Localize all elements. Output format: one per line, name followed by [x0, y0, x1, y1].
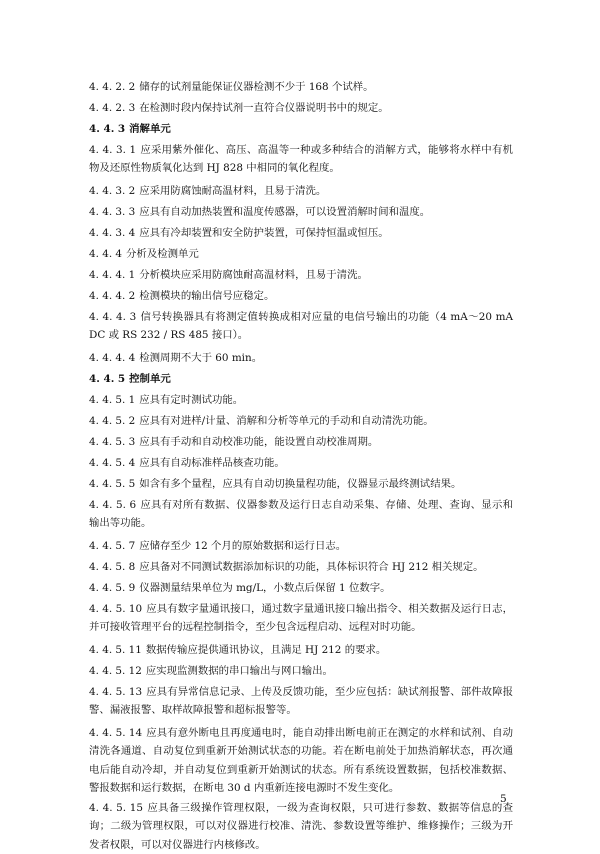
- clause-4-4-4-3: [89, 308, 513, 345]
- clause-text: 在检测时段内保持试剂一直符合仪器说明书中的规定。: [139, 102, 389, 114]
- clause-text: 应具有定时测试功能。: [139, 394, 244, 406]
- clause-text: 应采用紫外催化、高压、高温等一种或多种结合的消解方式，能够将水样中有机物及还原性物质氧化达到 HJ 828 中相同的氧化程度。: [89, 144, 513, 175]
- clause-4-4-2-3: [89, 99, 513, 117]
- section-number: 4. 4. 5: [89, 373, 126, 385]
- clause-number: 4. 4. 3. 4: [89, 227, 136, 239]
- clause-text: 应实现监测数据的串口输出与网口输出。: [145, 665, 333, 677]
- clause-text: 应具有自动标准样品核查功能。: [139, 457, 285, 469]
- clause-number: 4. 4. 5. 12: [89, 665, 142, 677]
- clause-text: 储存的试剂量能保证仪器检测不少于 168 个试样。: [139, 81, 374, 93]
- clause-number: 4. 4. 4. 2: [89, 290, 136, 302]
- clause-4-4-5-5: [89, 475, 513, 493]
- clause-4-4-5-3: [89, 433, 513, 451]
- clause-text: 应采用防腐蚀耐高温材料，且易于清洗。: [139, 185, 327, 197]
- clause-text: 检测模块的输出信号应稳定。: [139, 290, 275, 302]
- clause-4-4-4-1: [89, 266, 513, 284]
- clause-text: 应具有数字量通讯接口，通过数字量通讯接口输出指令、相关数据及运行日志，并可接收管理平台的远程控制指令，至少包含远程启动、远程对时功能。: [89, 603, 514, 634]
- clause-text: 信号转换器具有将测定值转换成相对应量的电信号输出的功能（4 mA～20 mA DC 或 RS 232 / RS 485 接口）。: [89, 311, 513, 342]
- clause-number: 4. 4. 4. 3: [89, 311, 137, 323]
- section-4-4-3-heading: [89, 120, 513, 138]
- clause-text: 应具有自动加热装置和温度传感器，可以设置消解时间和温度。: [139, 206, 431, 218]
- clause-number: 4. 4. 2. 3: [89, 102, 136, 114]
- clause-text: 应具备对不同测试数据添加标识的功能，具体标识符合 HJ 212 相关规定。: [139, 561, 484, 573]
- clause-number: 4. 4. 5. 7: [89, 540, 136, 552]
- clause-number: 4. 4. 3. 2: [89, 185, 136, 197]
- clause-4-4-5-10: [89, 600, 513, 637]
- clause-4-4-5-1: [89, 391, 513, 409]
- clause-4-4-2-2: [89, 78, 513, 96]
- clause-4-4-5-2: [89, 412, 513, 430]
- section-number: 4. 4. 4: [89, 248, 123, 260]
- clause-text: 应具有冷却装置和安全防护装置，可保持恒温或恒压。: [139, 227, 389, 239]
- clause-4-4-4-4: [89, 349, 513, 367]
- clause-4-4-5-8: [89, 558, 513, 576]
- section-title: 分析及检测单元: [126, 248, 199, 260]
- clause-4-4-5-9: [89, 579, 513, 597]
- clause-text: 分析模块应采用防腐蚀耐高温材料，且易于清洗。: [139, 269, 368, 281]
- clause-number: 4. 4. 5. 8: [89, 561, 136, 573]
- clause-number: 4. 4. 5. 2: [89, 415, 136, 427]
- section-4-4-5-heading: [89, 370, 513, 388]
- clause-number: 4. 4. 4. 4: [89, 352, 136, 364]
- section-number: 4. 4. 3: [89, 123, 126, 135]
- clause-number: 4. 4. 5. 15: [89, 802, 143, 814]
- section-title: 控制单元: [129, 373, 171, 385]
- clause-text: 数据传输应提供通讯协议，且满足 HJ 212 的要求。: [145, 644, 387, 656]
- clause-number: 4. 4. 5. 14: [89, 727, 143, 739]
- clause-number: 4. 4. 5. 9: [89, 582, 136, 594]
- clause-number: 4. 4. 3. 1: [89, 144, 137, 156]
- clause-text: 应具备三级操作管理权限，一级为查询权限，只可进行参数、数据等信息的查询；二级为管理权限，可以对仪器进行校准、清洗、参数设置等维护、维修操作；三级为开发者权限，可以对仪器进行内核修改。: [89, 802, 513, 851]
- clause-text: 如含有多个量程，应具有自动切换量程功能，仪器显示最终测试结果。: [139, 478, 462, 490]
- clause-number: 4. 4. 5. 6: [89, 499, 137, 511]
- clause-number: 4. 4. 5. 3: [89, 436, 136, 448]
- clause-4-4-5-4: [89, 454, 513, 472]
- clause-number: 4. 4. 5. 1: [89, 394, 136, 406]
- section-title: 消解单元: [129, 123, 171, 135]
- clause-4-4-5-11: [89, 641, 513, 659]
- clause-4-4-3-3: [89, 203, 513, 221]
- clause-4-4-5-6: [89, 496, 513, 533]
- clause-text: 应具有对进样/计量、消解和分析等单元的手动和自动清洗功能。: [139, 415, 434, 427]
- clause-4-4-4-2: [89, 287, 513, 305]
- clause-4-4-3-2: [89, 182, 513, 200]
- clause-text: 检测周期不大于 60 min。: [139, 352, 263, 364]
- clause-4-4-3-1: [89, 141, 513, 178]
- clause-text: 仪器测量结果单位为 mg/L，小数点后保留 1 位数字。: [139, 582, 391, 594]
- clause-4-4-5-15: [89, 799, 513, 854]
- clause-4-4-5-14: [89, 724, 513, 797]
- clause-number: 4. 4. 5. 10: [89, 603, 143, 615]
- clause-text: 应具有手动和自动校准功能，能设置自动校准周期。: [139, 436, 379, 448]
- clause-text: 应具有意外断电且再度通电时，能自动排出断电前正在测定的水样和试剂、自动清洗各通道、自动复位到重新开始测试状态的功能。若在断电前处于加热消解状态，再次通电后能自动冷却，并自动复位到重新开始测试的状态。所有系统设置数据，包括校准数据、警报数据和运行数据，在断电 30 d 内重新连接电源时不发生变化。: [89, 727, 514, 794]
- clause-number: 4. 4. 4. 1: [89, 269, 136, 281]
- page-number: 5: [500, 793, 507, 805]
- clause-number: 4. 4. 5. 5: [89, 478, 136, 490]
- clause-4-4-5-13: [89, 683, 513, 720]
- clause-number: 4. 4. 3. 3: [89, 206, 136, 218]
- clause-number: 4. 4. 5. 13: [89, 686, 143, 698]
- clause-text: 应储存至少 12 个月的原始数据和运行日志。: [139, 540, 347, 552]
- clause-4-4-3-4: [89, 224, 513, 242]
- clause-number: 4. 4. 2. 2: [89, 81, 136, 93]
- clause-4-4-5-12: [89, 662, 513, 680]
- clause-number: 4. 4. 5. 11: [89, 644, 142, 656]
- clause-text: 应具有异常信息记录、上传及反馈功能，至少应包括：缺试剂报警、部件故障报警、漏液报警、取样故障报警和超标报警等。: [89, 686, 514, 717]
- section-4-4-4-heading: [89, 245, 513, 263]
- clause-number: 4. 4. 5. 4: [89, 457, 136, 469]
- clause-4-4-5-7: [89, 537, 513, 555]
- clause-text: 应具有对所有数据、仪器参数及运行日志自动采集、存储、处理、查询、显示和输出等功能。: [89, 499, 513, 530]
